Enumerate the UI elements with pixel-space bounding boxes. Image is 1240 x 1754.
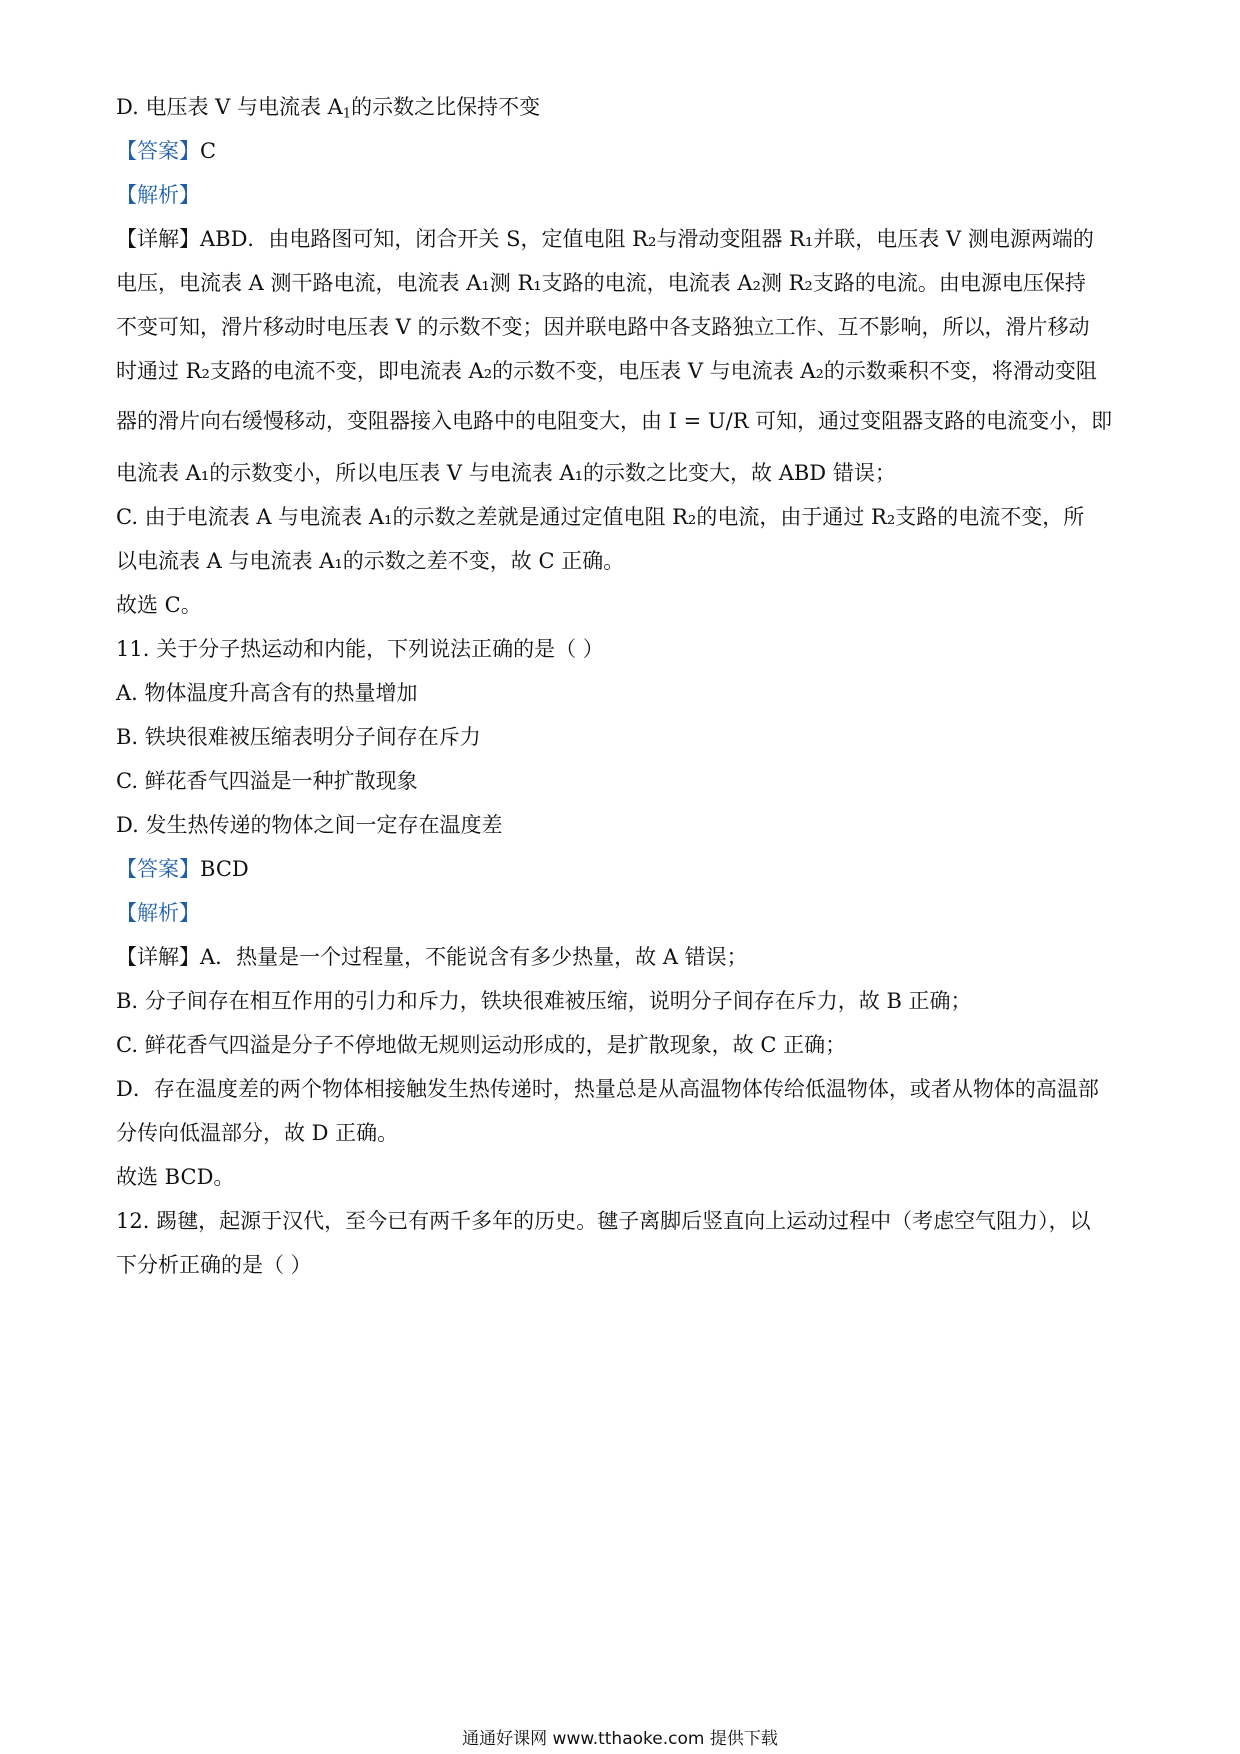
answer-tag: 【答案】 — [116, 139, 200, 163]
q11-detail-line-4: D．存在温度差的两个物体相接触发生热传递时，热量总是从高温物体传给低温物体，或者从物体的高温部 — [116, 1077, 1099, 1101]
q11-detail-line-1: 【详解】A．热量是一个过程量，不能说含有多少热量，故 A 错误； — [116, 945, 748, 969]
q11-option-d: D. 发生热传递的物体之间一定存在温度差 — [116, 813, 503, 837]
conclusion-q11: 故选 BCD。 — [116, 1165, 235, 1189]
conclusion-q10: 故选 C。 — [116, 593, 202, 617]
answer-tag: 【答案】 — [116, 857, 200, 881]
answer-line-q11 — [116, 854, 249, 884]
detail-line-6: 电流表 A₁的示数变小，所以电压表 V 与电流表 A₁的示数之比变大，故 ABD 错误； — [116, 461, 896, 485]
q11-option-c: C. 鲜花香气四溢是一种扩散现象 — [116, 769, 418, 793]
q11-detail-line-3: C. 鲜花香气四溢是分子不停地做无规则运动形成的，是扩散现象，故 C 正确； — [116, 1033, 847, 1057]
analysis-tag: 【解析】 — [116, 901, 200, 925]
detail-line-4: 时通过 R₂支路的电流不变，即电流表 A₂的示数不变，电压表 V 与电流表 A₂的示数乘积不变，将滑动变阻 — [116, 359, 1097, 383]
detail-line-8: 以电流表 A 与电流表 A₁的示数之差不变，故 C 正确。 — [116, 549, 625, 573]
q11-detail-line-2: B. 分子间存在相互作用的引力和斥力，铁块很难被压缩，说明分子间存在斥力，故 B 正确； — [116, 989, 972, 1013]
q11-option-b: B. 铁块很难被压缩表明分子间存在斥力 — [116, 725, 481, 749]
q11-option-a: A. 物体温度升高含有的热量增加 — [116, 681, 418, 705]
q11-detail-line-5: 分传向低温部分，故 D 正确。 — [116, 1121, 399, 1145]
detail-line-5: 器的滑片向右缓慢移动，变阻器接入电路中的电阻变大，由 I = U/R 可知，通过变阻器支路的电流变小，即 — [116, 409, 1113, 433]
question-12-stem-line-1: 12. 踢毽，起源于汉代，至今已有两千多年的历史。毽子离脚后竖直向上运动过程中（考虑空气阻力），以 — [116, 1209, 1091, 1233]
detail-tag: 【详解】 — [116, 945, 200, 969]
question-11-stem: 11. 关于分子热运动和内能，下列说法正确的是（ ） — [116, 637, 604, 661]
option-d-prev: D. 电压表 V 与电流表 $A_1$的示数之比保持不变 — [116, 95, 541, 122]
detail-line-3: 不变可知，滑片移动时电压表 V 的示数不变；因并联电路中各支路独立工作、互不影响，所以，滑片移动 — [116, 315, 1090, 339]
detail-line-1: 【详解】ABD．由电路图可知，闭合开关 S，定值电阻 R₂与滑动变阻器 R₁并联，电压表 V 测电源两端的 — [116, 227, 1094, 251]
answer-value: BCD — [200, 857, 249, 881]
page-footer: 通通好课网 www.tthaoke.com 提供下载 — [462, 1729, 778, 1749]
answer-value: C — [200, 139, 217, 163]
answer-line-q10 — [116, 136, 216, 166]
detail-line-7: C. 由于电流表 A 与电流表 A₁的示数之差就是通过定值电阻 R₂的电流，由于通过 R₂支路的电流不变，所 — [116, 505, 1085, 529]
question-12-stem-line-2: 下分析正确的是（ ） — [116, 1253, 312, 1277]
analysis-tag: 【解析】 — [116, 183, 200, 207]
detail-line-2: 电压，电流表 A 测干路电流，电流表 A₁测 R₁支路的电流，电流表 A₂测 R₂支路的电流。由电源电压保持 — [116, 271, 1086, 295]
